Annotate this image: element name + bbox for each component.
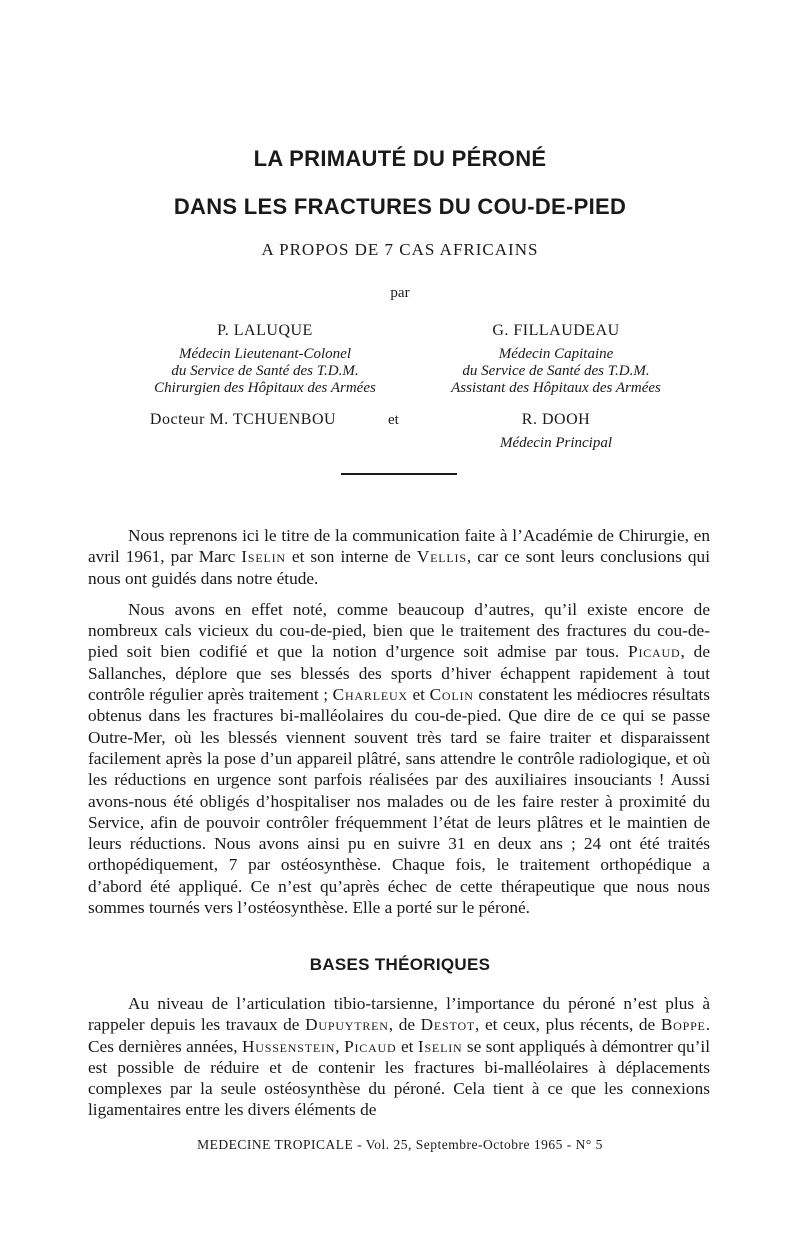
author-citation: Dupuytren: [305, 1015, 389, 1035]
author-citation: Iselin: [417, 1036, 463, 1056]
section-heading: BASES THÉORIQUES: [309, 955, 491, 974]
paragraph-3: Au niveau de l’articulation tibio-tarsienne, l’importance du péroné n’est plus à rappeler depuis les travaux de Dupuytren, de Destot, et ceux, plus récents, de Boppe. Ces dernières années, Hussenstein, Picaud et Iselin se sont appliqués à démontrer qu’il est possible de réduire et de contenir les fractures bi-malléolaires à déplacements complexes par la seule ostéosynthèse du péroné. Cela tient à ce que les connexions ligamentaires entre les divers éléments de: [88, 994, 711, 1120]
author-role: Médecin Capitaine: [498, 346, 614, 362]
journal-footer: MEDECINE TROPICALE - Vol. 25, Septembre-Octobre 1965 - N° 5: [197, 1137, 603, 1152]
author-role: Médecin Lieutenant-Colonel: [178, 346, 352, 362]
author-laluque: [100, 322, 430, 397]
author-citation: Destot: [420, 1015, 476, 1035]
author-citation: Picaud: [344, 1036, 397, 1056]
author-name: Docteur M. TCHUENBOU: [149, 411, 337, 428]
title-line-1: LA PRIMAUTÉ DU PÉRONÉ: [253, 146, 547, 171]
author-role: Chirurgien des Hôpitaux des Armées: [154, 380, 376, 396]
author-citation: Charleux: [332, 685, 408, 705]
author-dooh: [391, 411, 721, 452]
author-name: R. DOOH: [521, 411, 591, 428]
intro-text: [88, 525, 710, 918]
author-citation: Boppe: [660, 1015, 706, 1035]
separator-rule: [341, 473, 457, 475]
author-citation: Iselin: [241, 547, 286, 567]
author-name: P. LALUQUE: [217, 322, 313, 339]
paragraph-1: Nous reprenons ici le titre de la communication faite à l’Académie de Chirurgie, en avril 1961, par Marc Iselin et son interne de Vellis, car ce sont leurs conclusions qui nous ont guidés dans notre étude.: [88, 526, 710, 588]
author-name: G. FILLAUDEAU: [492, 322, 620, 339]
author-citation: Colin: [429, 685, 474, 705]
author-role: du Service de Santé des T.D.M.: [171, 363, 359, 379]
title-line-2: DANS LES FRACTURES DU COU-DE-PIED: [173, 194, 627, 219]
author-role: Médecin Principal: [499, 435, 613, 451]
author-tchuenbou: [78, 411, 408, 435]
author-role: du Service de Santé des T.D.M.: [462, 363, 650, 379]
by-line: par: [390, 285, 410, 301]
paragraph-2: Nous avons en effet noté, comme beaucoup d’autres, qu’il existe encore de nombreux cals vicieux du cou-de-pied, bien que le traitement des fractures du cou-de-pied soit bien codifié et que la notion d’urgence soit admise par tous. Picaud, de Sallanches, déplore que ses blessés des sports d’hiver échappent rapidement à tout contrôle régulier après traitement ; Charleux et Colin constatent les médiocres résultats obtenus dans les fractures bi-malléolaires du cou-de-pied. Que dire de ce qui se passe Outre-Mer, où les blessés viennent souvent très tard se faire traiter et disparaissent facilement après la pose d’un appareil plâtré, sans attendre le contrôle radiologique, et où les réductions en urgence sont parfois réalisées par des auxiliaires insouciants ! Aussi avons-nous été obligés d’hospitaliser nos malades ou de les faire rester à proximité du Service, afin de pouvoir contrôler fréquemment l’état de leurs plâtres et le maintien de leurs réductions. Nous avons ainsi pu en suivre 31 en deux ans ; 24 ont été traités orthopédiquement, 7 par ostéosynthèse. Chaque fois, le traitement orthopédique a d’abord été appliqué. Ce n’est qu’après échec de cette thérapeutique que nous nous sommes tournés vers l’ostéosynthèse. Elle a porté sur le péroné.: [88, 599, 710, 918]
author-citation: Vellis: [416, 547, 467, 567]
subtitle: A PROPOS DE 7 CAS AFRICAINS: [261, 240, 539, 259]
author-citation: Hussenstein: [241, 1036, 336, 1056]
section-text: [88, 993, 710, 1121]
author-fillaudeau: [391, 322, 721, 397]
author-citation: Picaud: [628, 642, 681, 662]
conjunction-et: et: [388, 412, 399, 428]
author-role: Assistant des Hôpitaux des Armées: [451, 380, 661, 396]
